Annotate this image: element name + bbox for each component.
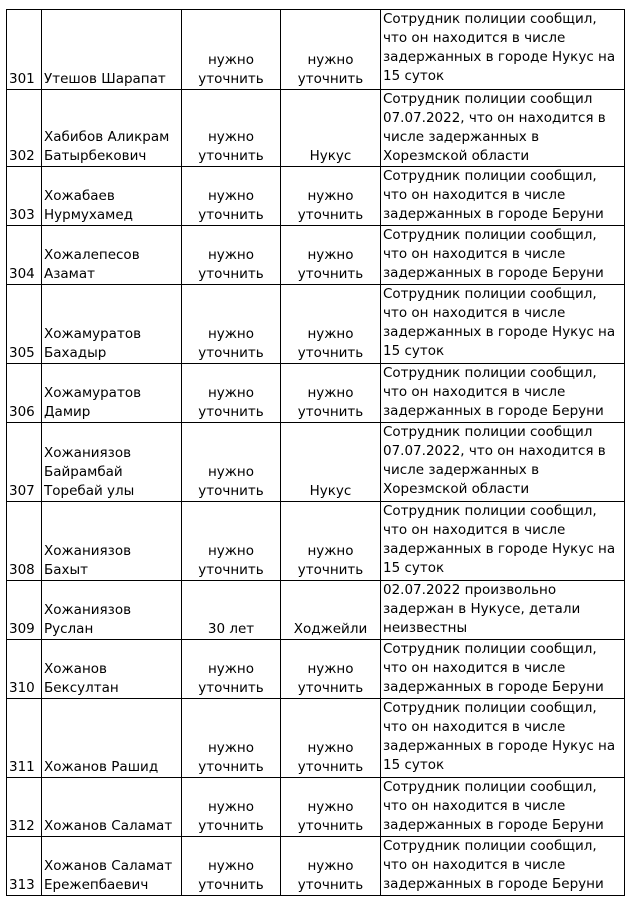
table-row [7, 167, 625, 226]
detention-note: Сотрудник полиции сообщил, что он находится в числе задержанных в городе Нукус на 15 суток [381, 502, 625, 581]
person-name: Утешов Шарапат [42, 10, 182, 90]
table-row [7, 285, 625, 364]
person-age: нужно уточнить [182, 837, 281, 896]
person-age: нужно уточнить [182, 699, 281, 778]
detention-note: Сотрудник полиции сообщил, что он находится в числе задержанных в городе Нукус на 15 суток [381, 285, 625, 364]
person-age: нужно уточнить [182, 167, 281, 226]
person-city: нужно уточнить [281, 167, 381, 226]
person-age: нужно уточнить [182, 10, 281, 90]
row-number: 302 [7, 90, 42, 167]
row-number: 311 [7, 699, 42, 778]
person-name: Хожанов Саламат [42, 778, 182, 837]
table-row [7, 10, 625, 90]
detention-note: Сотрудник полиции сообщил 07.07.2022, что он находится в числе задержанных в Хорезмской области [381, 423, 625, 502]
person-city: нужно уточнить [281, 285, 381, 364]
person-name: Хожанов Саламат Ережепбаевич [42, 837, 182, 896]
person-city: нужно уточнить [281, 226, 381, 285]
person-name: Хожаниязов Байрамбай Торебай улы [42, 423, 182, 502]
person-name: Хожаниязов Бахыт [42, 502, 182, 581]
person-city: нужно уточнить [281, 837, 381, 896]
person-name: Хожанов Рашид [42, 699, 182, 778]
person-city: нужно уточнить [281, 640, 381, 699]
table-row [7, 699, 625, 778]
person-name: Хожанов Бексултан [42, 640, 182, 699]
table-row [7, 778, 625, 837]
table-row [7, 226, 625, 285]
row-number: 306 [7, 364, 42, 423]
table-row [7, 581, 625, 640]
person-age: 30 лет [182, 581, 281, 640]
table-row [7, 90, 625, 167]
person-city: нужно уточнить [281, 364, 381, 423]
detention-note: Сотрудник полиции сообщил, что он находится в числе задержанных в городе Беруни [381, 778, 625, 837]
row-number: 303 [7, 167, 42, 226]
person-age: нужно уточнить [182, 778, 281, 837]
row-number: 307 [7, 423, 42, 502]
table-row [7, 837, 625, 896]
row-number: 305 [7, 285, 42, 364]
person-age: нужно уточнить [182, 502, 281, 581]
detention-note: Сотрудник полиции сообщил 07.07.2022, что он находится в числе задержанных в Хорезмской области [381, 90, 625, 167]
person-name: Хабибов Аликрам Батырбекович [42, 90, 182, 167]
person-name: Хожалепесов Азамат [42, 226, 182, 285]
person-name: Хожаниязов Руслан [42, 581, 182, 640]
detention-note: Сотрудник полиции сообщил, что он находится в числе задержанных в городе Беруни [381, 167, 625, 226]
table-row [7, 640, 625, 699]
person-city: Ходжейли [281, 581, 381, 640]
person-age: нужно уточнить [182, 423, 281, 502]
person-age: нужно уточнить [182, 364, 281, 423]
person-city: нужно уточнить [281, 10, 381, 90]
table-row [7, 423, 625, 502]
row-number: 313 [7, 837, 42, 896]
detention-note: Сотрудник полиции сообщил, что он находится в числе задержанных в городе Беруни [381, 640, 625, 699]
person-city: Нукус [281, 90, 381, 167]
row-number: 308 [7, 502, 42, 581]
detention-note: 02.07.2022 произвольно задержан в Нукусе, детали неизвестны [381, 581, 625, 640]
detention-note: Сотрудник полиции сообщил, что он находится в числе задержанных в городе Нукус на 15 суток [381, 699, 625, 778]
detention-note: Сотрудник полиции сообщил, что он находится в числе задержанных в городе Нукус на 15 суток [381, 10, 625, 90]
detention-note: Сотрудник полиции сообщил, что он находится в числе задержанных в городе Беруни [381, 364, 625, 423]
detention-note: Сотрудник полиции сообщил, что он находится в числе задержанных в городе Беруни [381, 226, 625, 285]
row-number: 312 [7, 778, 42, 837]
person-city: нужно уточнить [281, 699, 381, 778]
person-age: нужно уточнить [182, 640, 281, 699]
person-age: нужно уточнить [182, 226, 281, 285]
row-number: 310 [7, 640, 42, 699]
row-number: 309 [7, 581, 42, 640]
person-name: Хожамуратов Бахадыр [42, 285, 182, 364]
person-age: нужно уточнить [182, 285, 281, 364]
detainees-table [6, 9, 625, 896]
row-number: 304 [7, 226, 42, 285]
detention-note: Сотрудник полиции сообщил, что он находится в числе задержанных в городе Беруни [381, 837, 625, 896]
person-city: Нукус [281, 423, 381, 502]
person-city: нужно уточнить [281, 502, 381, 581]
person-name: Хожабаев Нурмухамед [42, 167, 182, 226]
person-name: Хожамуратов Дамир [42, 364, 182, 423]
row-number: 301 [7, 10, 42, 90]
person-age: нужно уточнить [182, 90, 281, 167]
table-row [7, 364, 625, 423]
person-city: нужно уточнить [281, 778, 381, 837]
table-row [7, 502, 625, 581]
